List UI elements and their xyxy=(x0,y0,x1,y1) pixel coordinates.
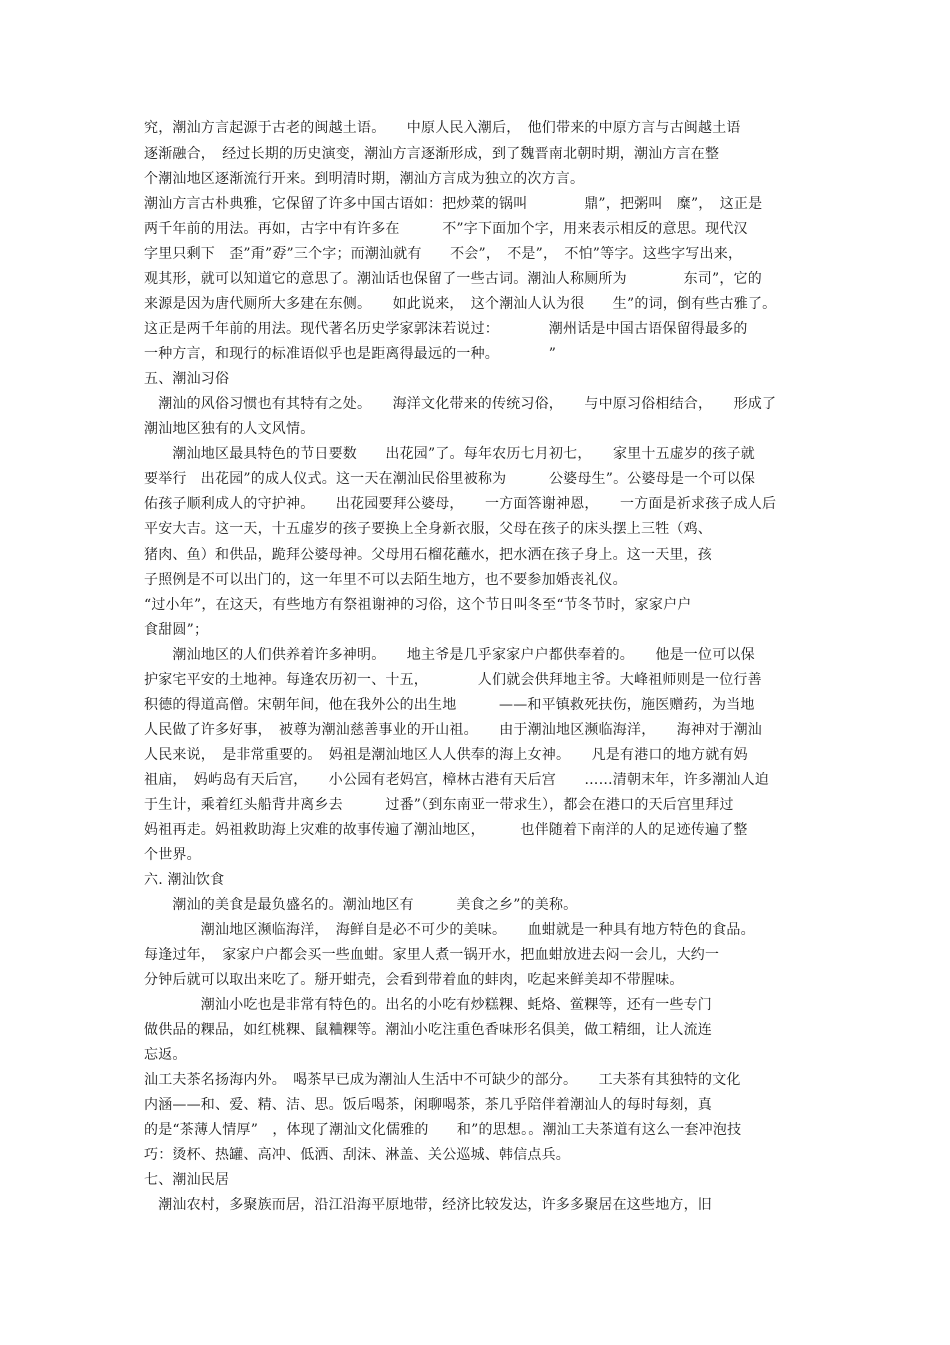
text-line: 潮汕地区最具特色的节日要数 出花园”了。每年农历七月初七， 家里十五虚岁的孩子就 xyxy=(144,446,755,462)
section-heading: 六. 潮汕饮食 xyxy=(144,872,225,888)
text-line: 于生计，乘着红头船背井离乡去 过番”（到东南亚一带求生），都会在港口的天后宫里拜过 xyxy=(144,797,734,813)
text-line: 潮汕地区独有的人文风情。 xyxy=(144,421,315,437)
text-line: 个世界。 xyxy=(144,847,201,863)
text-line: 两千年前的用法。再如，古字中有许多在 不”字下面加个字，用来表示相反的意思。现代汉 xyxy=(144,221,748,237)
text-line: 子照例是不可以出门的，这一年里不可以去陌生地方，也不要参加婚丧礼仪。 xyxy=(144,572,627,588)
text-line: 一种方言，和现行的标准语似乎也是距离得最远的一种。 ” xyxy=(144,346,557,362)
text-line: 平安大吉。这一天，十五虚岁的孩子要换上全身新衣服，父母在孩子的床头摆上三牲（鸡、 xyxy=(144,521,712,537)
text-line: 潮汕的风俗习惯也有其特有之处。 海洋文化带来的传统习俗， 与中原习俗相结合， 形成了 xyxy=(144,396,777,412)
text-line: 字里只剩下 歪”甭”孬”三个字；而潮汕就有 不会”， 不是”， 不怕”等字。这些字写出来， xyxy=(144,246,743,262)
text-line: 究，潮汕方言起源于古老的闽越土语。 中原人民入潮后， 他们带来的中原方言与古闽越土语 xyxy=(144,120,741,136)
text-line: 做供品的粿品，如红桃粿、鼠粬粿等。潮汕小吃注重色香味形名俱美，做工精细，让人流连 xyxy=(144,1022,712,1038)
text-line: 妈祖再走。妈祖救助海上灾难的故事传遍了潮汕地区， 也伴随着下南洋的人的足迹传遍了整 xyxy=(144,822,748,838)
text-line: 佑孩子顺利成人的守护神。 出花园要拜公婆母， 一方面答谢神恩， 一方面是祈求孩子成人后 xyxy=(144,496,777,512)
text-line: 分钟后就可以取出来吃了。掰开蚶壳，会看到带着血的蚌肉，吃起来鲜美却不带腥味。 xyxy=(144,972,684,988)
text-line: 潮汕地区濒临海洋， 海鲜自是必不可少的美味。 血蚶就是一种具有地方特色的食品。 xyxy=(144,922,755,938)
section-heading: 五、潮汕习俗 xyxy=(144,371,230,387)
text-line: 的是“茶薄人情厚” ，体现了潮汕文化儒雅的 和”的思想。。潮汕工夫茶道有这么一套冲泡技 xyxy=(144,1122,742,1138)
text-line: 逐渐融合， 经过长期的历史演变，潮汕方言逐渐形成，到了魏晋南北朝时期，潮汕方言在整 xyxy=(144,146,720,162)
text-line: 来源是因为唐代厕所大多建在东侧。 如此说来， 这个潮汕人认为很 生”的词，倒有些古雅了。 xyxy=(144,296,777,312)
text-line: 祖庙， 妈屿岛有天后宫， 小公园有老妈宫，樟林古港有天后宫 ……清朝末年，许多潮汕人迫 xyxy=(144,772,769,788)
text-line: 人民来说， 是非常重要的。 妈祖是潮汕地区人人供奉的海上女神。 凡是有港口的地方就有妈 xyxy=(144,747,748,763)
text-line: 个潮汕地区逐渐流行开来。到明清时期，潮汕方言成为独立的次方言。 xyxy=(144,171,585,187)
text-line: 要举行 出花园”的成人仪式。这一天在潮汕民俗里被称为 公婆母生”。公婆母是一个可以保 xyxy=(144,471,756,487)
text-line: 内涵——和、爱、精、洁、思。饭后喝茶，闲聊喝茶，茶几乎陪伴着潮汕人的每时每刻，真 xyxy=(144,1097,712,1113)
text-line: 护家宅平安的土地神。每逢农历初一、十五， 人们就会供拜地主爷。大峰祖师则是一位行善 xyxy=(144,672,762,688)
text-line: 忘返。 xyxy=(144,1047,187,1063)
text-line: 这正是两千年前的用法。现代著名历史学家郭沫若说过： 潮州话是中国古语保留得最多的 xyxy=(144,321,748,337)
text-line: 潮汕方言古朴典雅，它保留了许多中国古语如：把炒菜的锅叫 鼎”，把粥叫 糜”， 这正是 xyxy=(144,196,763,212)
section-heading: 七、潮汕民居 xyxy=(144,1172,230,1188)
text-line: 食甜圆”； xyxy=(144,622,209,638)
text-line: 猪肉、鱼）和供品，跪拜公婆母神。父母用石榴花蘸水，把水洒在孩子身上。这一天里，孩 xyxy=(144,547,712,563)
text-line: 每逢过年， 家家户户都会买一些血蚶。家里人煮一锅开水，把血蚶放进去闷一会儿，大约一 xyxy=(144,947,720,963)
text-line: 观其形，就可以知道它的意思了。潮汕话也保留了一些古词。潮汕人称厕所为 东司”，它的 xyxy=(144,271,762,287)
text-line: 汕工夫茶名扬海内外。 喝茶早已成为潮汕人生活中不可缺少的部分。 工夫茶有其独特的文化 xyxy=(144,1072,741,1088)
text-line: 潮汕的美食是最负盛名的。潮汕地区有 美食之乡”的美称。 xyxy=(144,897,578,913)
text-line: “过小年”，在这天，有些地方有祭祖谢神的习俗，这个节日叫冬至“节冬节时，家家户户 xyxy=(144,597,692,613)
text-line: 潮汕小吃也是非常有特色的。出名的小吃有炒糕粿、蚝烙、鲎粿等，还有一些专门 xyxy=(144,997,712,1013)
text-line: 潮汕农村，多聚族而居，沿江沿海平原地带，经济比较发达，许多多聚居在这些地方，旧 xyxy=(144,1197,712,1213)
text-line: 巧：烫杯、热罐、高冲、低洒、刮沫、淋盖、关公巡城、韩信点兵。 xyxy=(144,1147,570,1163)
text-line: 积德的得道高僧。宋朝年间，他在我外公的出生地 ——和平镇救死扶伤，施医赠药，为当地 xyxy=(144,697,755,713)
text-line: 潮汕地区的人们供养着许多神明。 地主爷是几乎家家户户都供奉着的。 他是一位可以保 xyxy=(144,647,755,663)
text-line: 人民做了许多好事， 被尊为潮汕慈善事业的开山祖。 由于潮汕地区濒临海洋， 海神对于潮汕 xyxy=(144,722,762,738)
